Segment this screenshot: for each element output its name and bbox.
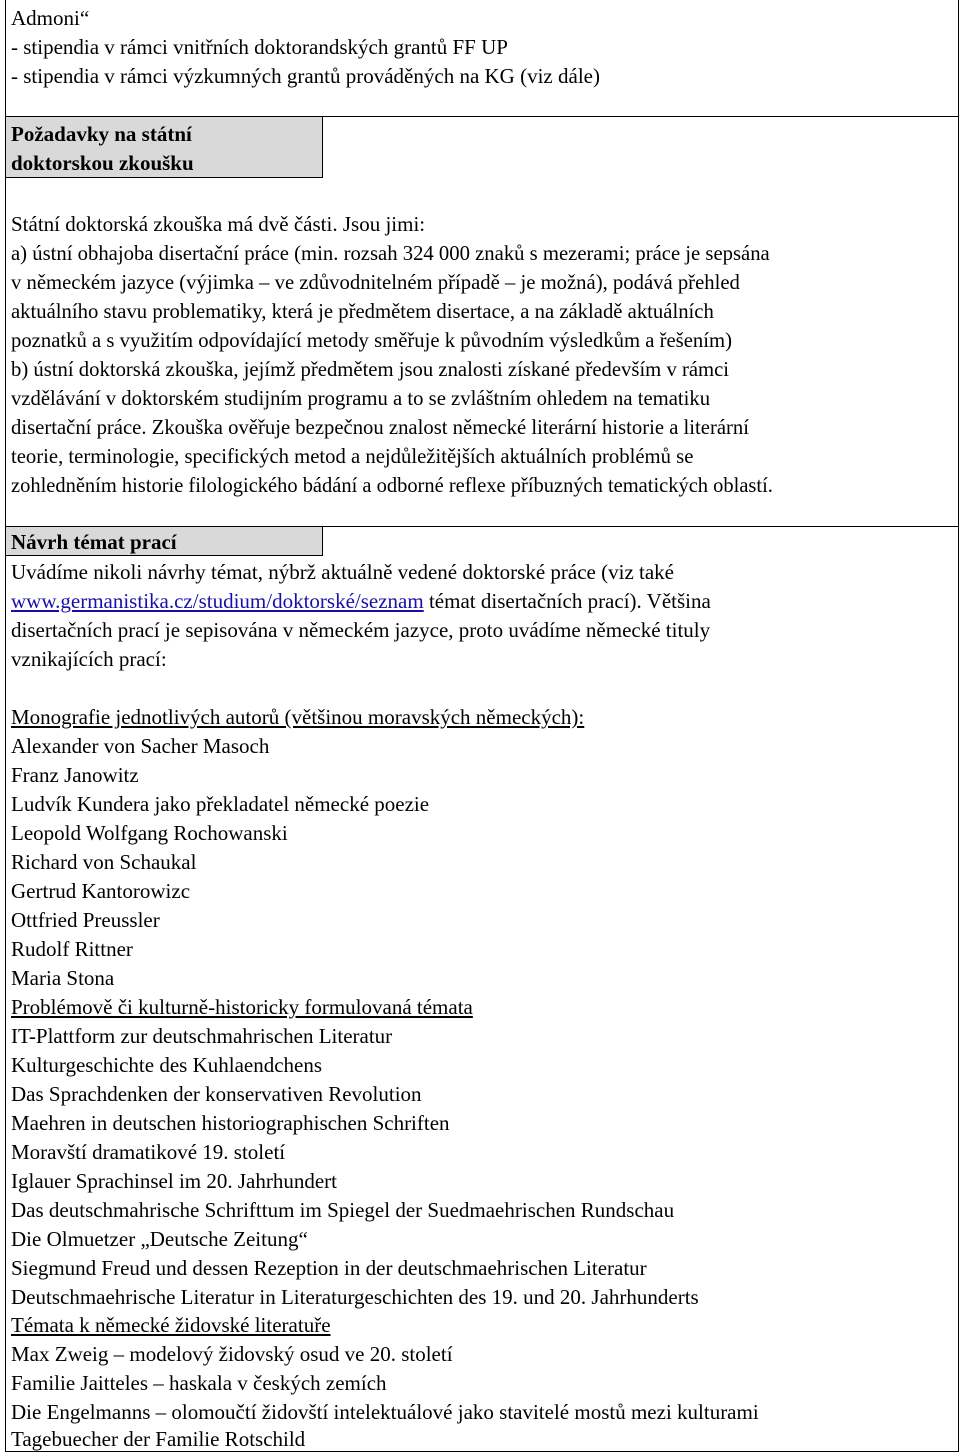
list-item: Gertrud Kantorowizc xyxy=(11,879,191,903)
list-item: Das Sprachdenken der konservativen Revolution xyxy=(11,1082,422,1106)
requirements-line: b) ústní doktorská zkouška, jejímž předmětem jsou znalosti získané především v rámci xyxy=(11,357,730,381)
list-item: Die Engelmanns – olomoučtí židovští intelektuálové jako stavitelé mostů mezi kulturami xyxy=(11,1400,759,1424)
list-item: Maehren in deutschen historiographischen Schriften xyxy=(11,1111,450,1135)
requirements-line: a) ústní obhajoba disertační práce (min. rozsah 324 000 znaků s mezerami; práce je sepsána xyxy=(11,241,770,265)
topics-heading: Návrh témat prací xyxy=(11,530,177,554)
topics-intro-line: vznikajících prací: xyxy=(11,647,167,671)
intro-line: - stipendia v rámci vnitřních doktorandských grantů FF UP xyxy=(11,35,508,59)
intro-line: - stipendia v rámci výzkumných grantů prováděných na KG (viz dále) xyxy=(11,64,600,88)
requirements-line: aktuálního stavu problematiky, která je předmětem disertace, a na základě aktuálních xyxy=(11,299,714,323)
list-item: Rudolf Rittner xyxy=(11,937,133,961)
intro-line: Admoni“ xyxy=(11,6,90,30)
requirements-line: poznatků a s využitím odpovídající metody směřuje k původním výsledkům a řešením) xyxy=(11,328,732,352)
list-item: Siegmund Freud und dessen Rezeption in der deutschmaehrischen Literatur xyxy=(11,1256,647,1280)
topics-intro-line xyxy=(11,587,711,616)
jewish-heading: Témata k německé židovské literatuře xyxy=(11,1313,331,1337)
requirements-line: teorie, terminologie, specifických metod a nejdůležitějších aktuálních problémů se xyxy=(11,444,694,468)
list-item: Ludvík Kundera jako překladatel německé poezie xyxy=(11,792,430,816)
list-item: IT-Plattform zur deutschmahrischen Literatur xyxy=(11,1024,393,1048)
requirements-line: disertační práce. Zkouška ověřuje bezpečnou znalost německé literární historie a literární xyxy=(11,415,750,439)
list-item: Iglauer Sprachinsel im 20. Jahrhundert xyxy=(11,1169,337,1193)
list-item: Deutschmaehrische Literatur in Literaturgeschichten des 19. und 20. Jahrhunderts xyxy=(11,1285,699,1309)
list-item: Das deutschmahrische Schrifttum im Spiegel der Suedmaehrischen Rundschau xyxy=(11,1198,675,1222)
topics-intro-line: Uvádíme nikoli návrhy témat, nýbrž aktuálně vedené doktorské práce (viz také xyxy=(11,560,674,584)
problems-heading: Problémově či kulturně-historicky formulovaná témata xyxy=(11,995,473,1019)
list-item: Familie Jaitteles – haskala v českých zemích xyxy=(11,1371,387,1395)
requirements-line: vzdělávání v doktorském studijním programu a to se zvláštním ohledem na tematiku xyxy=(11,386,711,410)
topics-intro-line: disertačních prací je sepisována v německém jazyce, proto uvádíme německé tituly xyxy=(11,618,711,642)
requirements-line: v německém jazyce (výjimka – ve zdůvodnitelném případě – je možná), podává přehled xyxy=(11,270,740,294)
list-item: Alexander von Sacher Masoch xyxy=(11,734,270,758)
list-item: Leopold Wolfgang Rochowanski xyxy=(11,821,288,845)
list-item: Max Zweig – modelový židovský osud ve 20. století xyxy=(11,1342,453,1366)
topics-intro-text: témat disertačních prací). Většina xyxy=(423,589,711,613)
seznam-link[interactable]: www.germanistika.cz/studium/doktorské/seznam xyxy=(11,589,424,613)
list-item: Ottfried Preussler xyxy=(11,908,160,932)
requirements-line: zohledněním historie filologického bádání a odborné reflexe příbuzných tematických oblastí. xyxy=(11,473,773,497)
list-item: Richard von Schaukal xyxy=(11,850,197,874)
requirements-heading: doktorskou zkoušku xyxy=(11,151,194,175)
list-item: Franz Janowitz xyxy=(11,763,139,787)
list-item: Kulturgeschichte des Kuhlaendchens xyxy=(11,1053,323,1077)
list-item: Moravští dramatikové 19. století xyxy=(11,1140,286,1164)
requirements-line: Státní doktorská zkouška má dvě části. Jsou jimi: xyxy=(11,212,426,236)
list-item: Die Olmuetzer „Deutsche Zeitung“ xyxy=(11,1227,308,1251)
list-item: Tagebuecher der Familie Rotschild xyxy=(11,1427,306,1451)
monographs-heading: Monografie jednotlivých autorů (většinou moravských německých): xyxy=(11,705,585,729)
requirements-heading: Požadavky na státní xyxy=(11,122,192,146)
list-item: Maria Stona xyxy=(11,966,115,990)
